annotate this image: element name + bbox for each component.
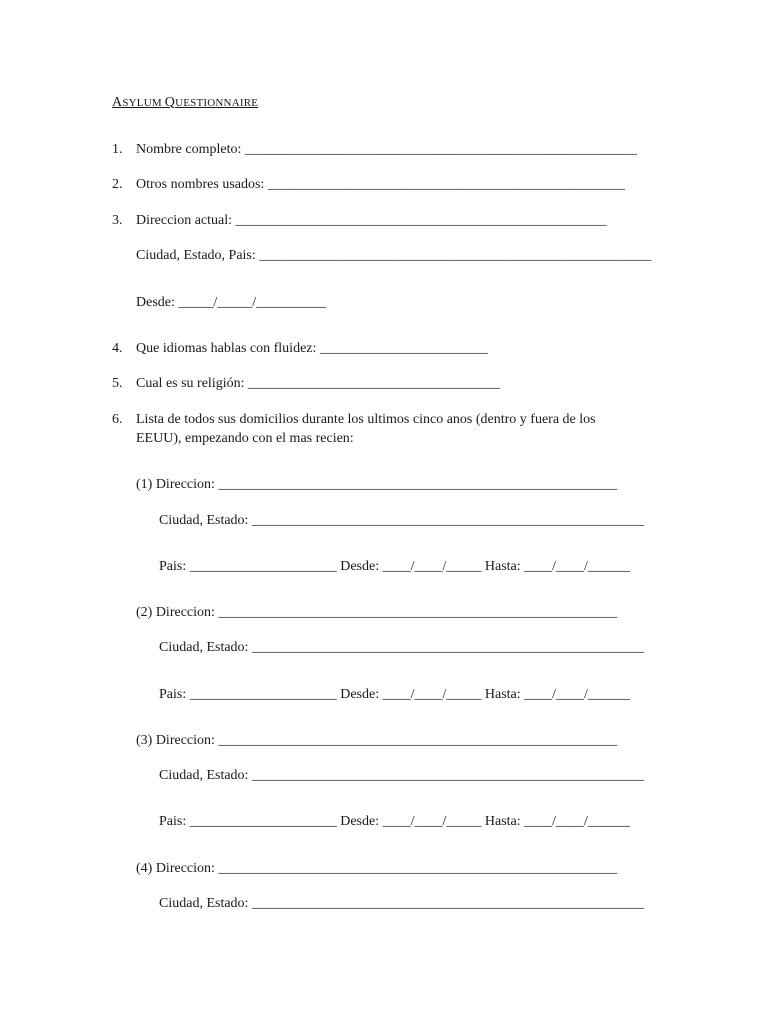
city-state-label: Ciudad, Estado:: [159, 640, 252, 655]
question-number: 2.: [112, 177, 123, 192]
address-1-city-line: [159, 512, 644, 530]
question-label: Otros nombres usados:: [136, 177, 268, 192]
address-1-line: [136, 476, 617, 494]
address-blank[interactable]: _________________________________________________________: [218, 733, 618, 748]
other-names-blank[interactable]: ___________________________________________________: [267, 177, 625, 192]
address-label: (3) Direccion:: [136, 733, 219, 748]
city-state-blank[interactable]: ________________________________________________________: [251, 640, 644, 655]
question-label: Cual es su religión:: [136, 376, 248, 391]
address-4-city-line: [159, 895, 644, 913]
city-state-label: Ciudad, Estado:: [159, 513, 252, 528]
address-2-country-dates-line[interactable]: Pais: _____________________ Desde: ____/____/_____ Hasta: ____/____/______: [159, 687, 630, 702]
question-6-line-2: EEUU), empezando con el mas recien:: [136, 431, 354, 446]
address-2-city-line: [159, 639, 644, 657]
address-3-country-dates-line[interactable]: Pais: _____________________ Desde: ____/____/_____ Hasta: ____/____/______: [159, 814, 630, 829]
city-state-country-label: Ciudad, Estado, Pais:: [136, 248, 260, 263]
city-state-label: Ciudad, Estado:: [159, 768, 252, 783]
address-4-line: [136, 860, 617, 878]
page-title: [112, 94, 258, 112]
address-2-line: [136, 604, 617, 622]
question-number: 6.: [112, 412, 123, 427]
address-label: (2) Direccion:: [136, 605, 219, 620]
city-state-blank[interactable]: ________________________________________________________: [251, 896, 644, 911]
religion-blank[interactable]: ____________________________________: [248, 376, 500, 391]
title-initial-a: A: [112, 95, 123, 110]
question-number: 3.: [112, 213, 123, 228]
languages-blank[interactable]: ________________________: [319, 341, 488, 356]
address-3-line: [136, 732, 617, 750]
question-number: 5.: [112, 376, 123, 391]
question-6-line-1: Lista de todos sus domicilios durante los ultimos cinco anos (dentro y fuera de los: [136, 412, 596, 427]
address-3-city-line: [159, 767, 644, 785]
full-name-blank[interactable]: ________________________________________________________: [244, 142, 637, 157]
title-part-2: UESTIONNAIRE: [175, 97, 259, 109]
question-label: Que idiomas hablas con fluidez:: [136, 341, 320, 356]
current-address-blank[interactable]: _____________________________________________________: [235, 213, 607, 228]
question-label: Nombre completo:: [136, 142, 245, 157]
address-1-country-dates-line[interactable]: Pais: _____________________ Desde: ____/____/_____ Hasta: ____/____/______: [159, 559, 630, 574]
since-date-line[interactable]: Desde: _____/_____/__________: [136, 295, 327, 310]
city-state-blank[interactable]: ________________________________________________________: [251, 768, 644, 783]
question-number: 4.: [112, 341, 123, 356]
question-label: Direccion actual:: [136, 213, 236, 228]
title-initial-q: Q: [164, 95, 176, 110]
address-blank[interactable]: _________________________________________________________: [218, 477, 618, 492]
city-state-country-line: [136, 247, 651, 265]
city-state-blank[interactable]: ________________________________________________________: [251, 513, 644, 528]
city-state-country-blank[interactable]: ________________________________________________________: [259, 248, 652, 263]
address-label: (1) Direccion:: [136, 477, 219, 492]
question-number: 1.: [112, 142, 123, 157]
city-state-label: Ciudad, Estado:: [159, 896, 252, 911]
address-label: (4) Direccion:: [136, 861, 219, 876]
title-part-1: SYLUM: [122, 97, 165, 109]
address-blank[interactable]: _________________________________________________________: [218, 861, 618, 876]
address-blank[interactable]: _________________________________________________________: [218, 605, 618, 620]
